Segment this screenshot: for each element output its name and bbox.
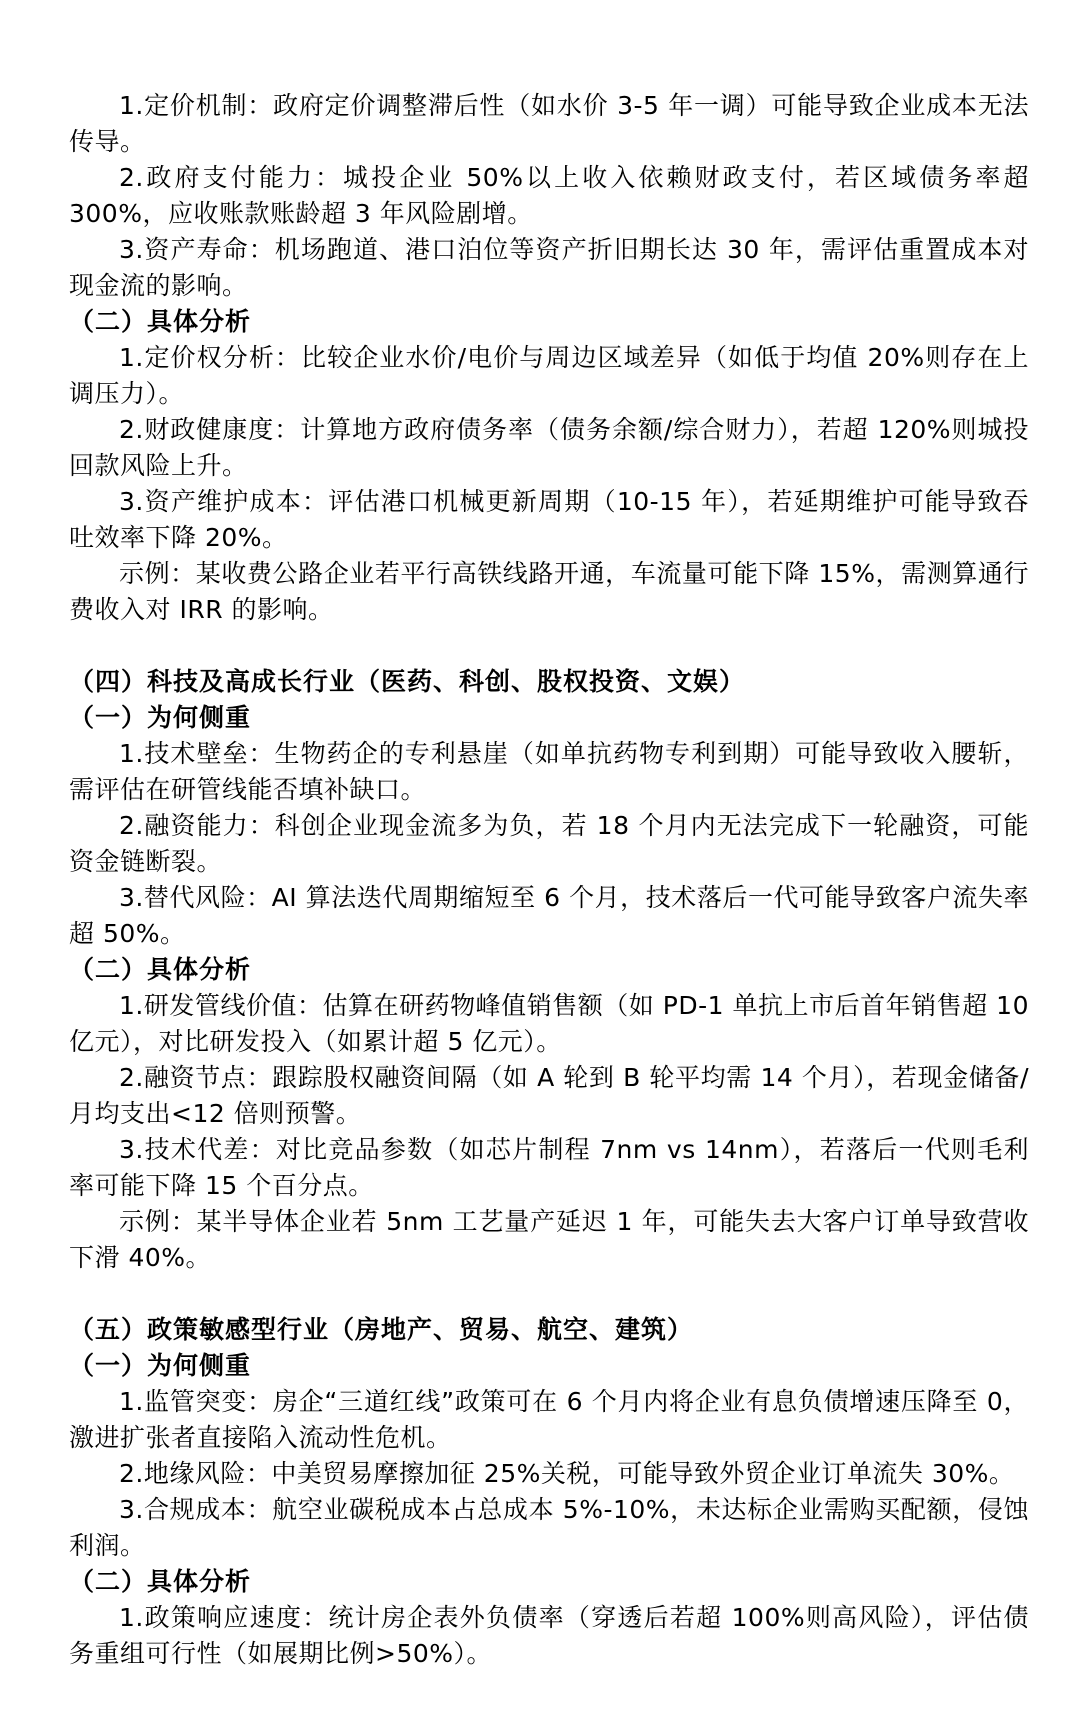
paragraph: 1.定价机制：政府定价调整滞后性（如水价 3-5 年一调）可能导致企业成本无法传导。 (69, 91, 1029, 156)
subsection-heading: （二）具体分析 (69, 955, 252, 984)
paragraph: 2.融资节点：跟踪股权融资间隔（如 A 轮到 B 轮平均需 14 个月），若现金储备/月均支出<12 倍则预警。 (69, 1063, 1029, 1128)
section-heading: （四）科技及高成长行业（医药、科创、股权投资、文娱） (69, 667, 746, 696)
subsection-heading: （一）为何侧重 (69, 703, 252, 732)
example-paragraph: 示例：某收费公路企业若平行高铁线路开通，车流量可能下降 15%，需测算通行费收入对 IRR 的影响。 (69, 559, 1029, 624)
paragraph: 2.财政健康度：计算地方政府债务率（债务余额/综合财力），若超 120%则城投回款风险上升。 (69, 415, 1029, 480)
paragraph: 1.技术壁垒：生物药企的专利悬崖（如单抗药物专利到期）可能导致收入腰斩，需评估在研管线能否填补缺口。 (69, 739, 1029, 804)
section-spacer (69, 1276, 1029, 1312)
document-page (69, 88, 1029, 1672)
paragraph: 2.地缘风险：中美贸易摩擦加征 25%关税，可能导致外贸企业订单流失 30%。 (119, 1459, 1015, 1488)
paragraph: 3.合规成本：航空业碳税成本占总成本 5%-10%，未达标企业需购买配额，侵蚀利润。 (69, 1495, 1029, 1560)
paragraph: 1.定价权分析：比较企业水价/电价与周边区域差异（如低于均值 20%则存在上调压力）。 (69, 343, 1029, 408)
paragraph: 2.融资能力：科创企业现金流多为负，若 18 个月内无法完成下一轮融资，可能资金链断裂。 (69, 811, 1029, 876)
paragraph: 2.政府支付能力：城投企业 50%以上收入依赖财政支付，若区域债务率超 300%，应收账款账龄超 3 年风险剧增。 (69, 163, 1029, 228)
subsection-heading: （二）具体分析 (69, 1567, 252, 1596)
example-paragraph: 示例：某半导体企业若 5nm 工艺量产延迟 1 年，可能失去大客户订单导致营收下滑 40%。 (69, 1207, 1029, 1272)
subsection-heading: （二）具体分析 (69, 307, 252, 336)
paragraph: 1.研发管线价值：估算在研药物峰值销售额（如 PD-1 单抗上市后首年销售超 10 亿元），对比研发投入（如累计超 5 亿元）。 (69, 991, 1029, 1056)
paragraph: 3.替代风险：AI 算法迭代周期缩短至 6 个月，技术落后一代可能导致客户流失率超 50%。 (69, 883, 1029, 948)
paragraph: 1.政策响应速度：统计房企表外负债率（穿透后若超 100%则高风险），评估债务重组可行性（如展期比例>50%）。 (69, 1603, 1029, 1668)
paragraph: 3.资产寿命：机场跑道、港口泊位等资产折旧期长达 30 年，需评估重置成本对现金流的影响。 (69, 235, 1029, 300)
paragraph: 3.资产维护成本：评估港口机械更新周期（10-15 年），若延期维护可能导致吞吐效率下降 20%。 (69, 487, 1029, 552)
section-spacer (69, 628, 1029, 664)
subsection-heading: （一）为何侧重 (69, 1351, 252, 1380)
paragraph: 1.监管突变：房企“三道红线”政策可在 6 个月内将企业有息负债增速压降至 0，激进扩张者直接陷入流动性危机。 (69, 1387, 1029, 1452)
paragraph: 3.技术代差：对比竞品参数（如芯片制程 7nm vs 14nm），若落后一代则毛利率可能下降 15 个百分点。 (69, 1135, 1029, 1200)
section-heading: （五）政策敏感型行业（房地产、贸易、航空、建筑） (69, 1315, 694, 1344)
